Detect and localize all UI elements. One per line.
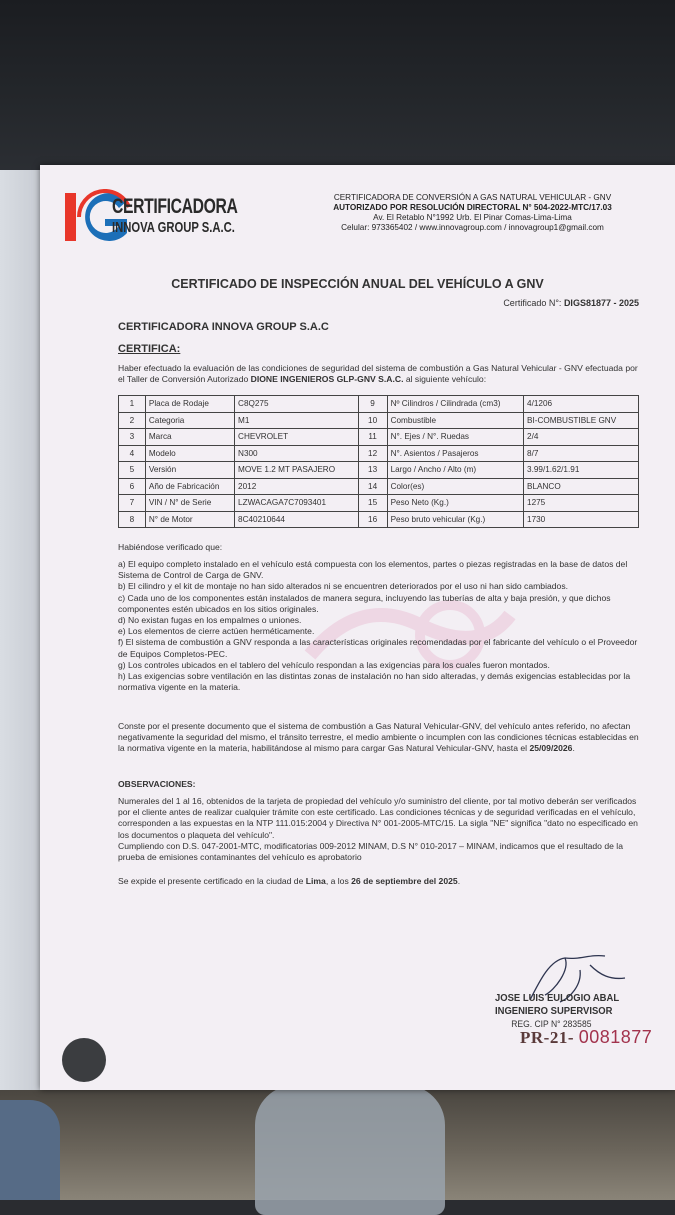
signatory-block xyxy=(495,992,619,1031)
table-row xyxy=(119,429,639,446)
table-cell: VIN / N° de Serie xyxy=(145,495,234,512)
table-cell: Categoria xyxy=(145,412,234,429)
list-item: e) Los elementos de cierre actúen herméticamente. xyxy=(118,626,315,637)
table-row xyxy=(119,462,639,479)
certifica-heading: CERTIFICA: xyxy=(118,343,181,355)
verification-list xyxy=(118,559,640,693)
table-cell: 2012 xyxy=(235,478,359,495)
conste-end: . xyxy=(572,743,575,754)
observaciones-heading: OBSERVACIONES: xyxy=(118,779,196,789)
table-cell: Marca xyxy=(145,429,234,446)
table-cell: 5 xyxy=(119,462,146,479)
table-cell: Modelo xyxy=(145,445,234,462)
issued-text-2: , a los xyxy=(325,876,352,886)
table-cell: C8Q275 xyxy=(235,396,359,413)
serial-number xyxy=(520,1027,652,1048)
table-row xyxy=(119,396,639,413)
table-cell: 13 xyxy=(358,462,387,479)
table-cell: Combustible xyxy=(387,412,523,429)
table-cell: 12 xyxy=(358,445,387,462)
observacion-paragraph: Cumpliendo con D.S. 047-2001-MTC, modificatorias 009-2012 MINAM, D.S N° 010-2017 – MINAM, indicamos que el resultado de la prueba de emisiones contaminantes del vehículo es aprobatorio xyxy=(118,840,623,863)
table-cell: BLANCO xyxy=(524,478,639,495)
background-left-object xyxy=(0,170,40,1100)
certificate-number-value: DIGS81877 - 2025 xyxy=(563,298,639,308)
table-row xyxy=(119,478,639,495)
table-cell: N° de Motor xyxy=(145,511,234,528)
table-cell: 9 xyxy=(358,396,387,413)
background-dark-surface xyxy=(0,0,675,170)
intro-taller: DIONE INGENIEROS GLP-GNV S.A.C. xyxy=(250,374,404,384)
list-item: b) El cilindro y el kit de montaje no han sido alterados ni se encuentren deteriorados por el uso ni han sido cambiados. xyxy=(118,581,569,592)
table-cell: Largo / Ancho / Alto (m) xyxy=(387,462,523,479)
table-cell: Nº Cilindros / Cilindrada (cm3) xyxy=(387,396,523,413)
table-row xyxy=(119,511,639,528)
intro-paragraph xyxy=(118,363,638,385)
table-cell: 3.99/1.62/1.91 xyxy=(524,462,639,479)
table-cell: LZWACAGA7C7093401 xyxy=(235,495,359,512)
table-cell: 2/4 xyxy=(524,429,639,446)
table-cell: Placa de Rodaje xyxy=(145,396,234,413)
table-row xyxy=(119,412,639,429)
list-item: f) El sistema de combustión a GNV responda a las características originales recomendadas por el fabricante del vehículo o el Proveedor de Equipos Completos-PEC. xyxy=(118,637,638,659)
serial-value: 0081877 xyxy=(578,1027,653,1047)
intro-text-2: al siguiente vehículo: xyxy=(403,374,487,384)
table-cell: 1275 xyxy=(524,495,639,512)
header-line-1: CERTIFICADORA DE CONVERSIÓN A GAS NATURAL VEHICULAR - GNV xyxy=(333,193,612,202)
observaciones-text xyxy=(118,796,640,863)
conste-text: Conste por el presente documento que el sistema de combustión a Gas Natural Vehicular-GNV, del vehículo antes referido, no afectan negativamente la seguridad del mismo, el tránsito terrestre, el medio ambiente o incumplen con las condiciones técnicas establecidas en la normativa vigente en la materia, habilitándose al mismo para cargar Gas Natural Vehicular-GNV, hasta el xyxy=(118,721,639,754)
certificate-document xyxy=(40,165,675,1090)
table-cell: 1730 xyxy=(524,511,639,528)
table-cell: N°. Ejes / N°. Ruedas xyxy=(387,429,523,446)
table-cell: 2 xyxy=(119,412,146,429)
list-item: g) Los controles ubicados en el tablero del vehículo respondan a las exigencias para los cuales fueron montados. xyxy=(118,659,550,670)
table-cell: 8 xyxy=(119,511,146,528)
logo-text-certificadora: CERTIFICADORA xyxy=(112,195,238,218)
issued-date: 26 de septiembre del 2025 xyxy=(351,876,458,886)
table-cell: CHEVROLET xyxy=(235,429,359,446)
table-cell: Peso Neto (Kg.) xyxy=(387,495,523,512)
certificate-number xyxy=(503,298,639,308)
header-line-4: Celular: 973365402 / www.innovagroup.com / innovagroup1@gmail.com xyxy=(341,223,604,232)
list-item: c) Cada uno de los componentes están instalados de manera segura, incluyendo las tuberías de alta y baja presión, y que dichos componentes estén ubicados en los sitios originales. xyxy=(118,592,611,614)
table-cell: BI-COMBUSTIBLE GNV xyxy=(524,412,639,429)
header-line-2: AUTORIZADO POR RESOLUCIÓN DIRECTORAL N° 504-2022-MTC/17.03 xyxy=(333,203,612,212)
conste-paragraph xyxy=(118,721,640,755)
table-cell: M1 xyxy=(235,412,359,429)
list-item: a) El equipo completo instalado en el vehículo está compuesta con los elementos, partes o piezas registradas en la base de datos del Sistema de Control de Carga de GNV. xyxy=(118,559,628,581)
table-cell: 11 xyxy=(358,429,387,446)
table-cell: Año de Fabricación xyxy=(145,478,234,495)
table-cell: 14 xyxy=(358,478,387,495)
table-cell: 16 xyxy=(358,511,387,528)
table-cell: Versión xyxy=(145,462,234,479)
company-header xyxy=(300,193,645,233)
table-cell: N300 xyxy=(235,445,359,462)
table-cell: 8/7 xyxy=(524,445,639,462)
header-line-3: Av. El Retablo N°1992 Urb. El Pinar Comas-Lima-Lima xyxy=(373,213,572,222)
background-left-shoe xyxy=(0,1100,60,1200)
table-cell: 6 xyxy=(119,478,146,495)
list-item: h) Las exigencias sobre ventilación en las distintas zonas de instalación no han sido alteradas, y demás exigencias establecidas por la normativa vigente en la materia. xyxy=(118,671,631,693)
issued-city: Lima xyxy=(305,876,326,886)
punch-hole xyxy=(62,1038,106,1082)
signatory-role: INGENIERO SUPERVISOR xyxy=(495,1005,613,1017)
table-cell: 3 xyxy=(119,429,146,446)
issued-text-3: . xyxy=(457,876,461,886)
table-row xyxy=(119,495,639,512)
table-cell: 15 xyxy=(358,495,387,512)
table-cell: MOVE 1.2 MT PASAJERO xyxy=(235,462,359,479)
table-cell: 4 xyxy=(119,445,146,462)
vehicle-data-table xyxy=(118,395,639,528)
valid-until-date: 25/09/2026 xyxy=(529,743,573,754)
signatory-name: JOSE LUIS EULOGIO ABAL xyxy=(495,992,620,1004)
signatory-reg: REG. CIP N° 283585 xyxy=(511,1019,592,1030)
issued-text-1: Se expide el presente certificado en la ciudad de xyxy=(118,876,306,886)
table-cell: N°. Asientos / Pasajeros xyxy=(387,445,523,462)
table-cell: 1 xyxy=(119,396,146,413)
table-cell: Peso bruto vehicular (Kg.) xyxy=(387,511,523,528)
document-title: CERTIFICADO DE INSPECCIÓN ANUAL DEL VEHÍCULO A GNV xyxy=(171,277,544,291)
serial-prefix: PR-21- xyxy=(520,1028,574,1047)
observacion-paragraph: Numerales del 1 al 16, obtenidos de la tarjeta de propiedad del vehículo y/o suministro del cliente, por tal motivo deberán ser verificados por el cliente antes de realizar cualquier trámite con este certificado. Las condiciones técnicas y de seguridad verificadas en el vehículo, corresponden a las expuestas en la NTP 111.015:2004 y Directiva N° 001-2005-MTC/15. La sigla "NE" significa "dato no especificado en los documentos o plaqueta del vehículo". xyxy=(118,796,638,840)
table-row xyxy=(119,445,639,462)
table-cell: 7 xyxy=(119,495,146,512)
list-item: d) No existan fugas en los empalmes o uniones. xyxy=(118,615,302,626)
intro-text-1: Haber efectuado la evaluación de las condiciones de seguridad del sistema de combustión a Gas Natural Vehicular - GNV efectuada por el Taller de Conversión Autorizado xyxy=(118,363,638,384)
verified-heading: Habiéndose verificado que: xyxy=(118,542,223,552)
logo-text-innova: INNOVA GROUP S.A.C. xyxy=(112,219,235,236)
table-cell: Color(es) xyxy=(387,478,523,495)
table-cell: 10 xyxy=(358,412,387,429)
issued-statement xyxy=(118,876,640,887)
background-shoe xyxy=(255,1085,445,1215)
certificate-number-label: Certificado N°: xyxy=(503,298,564,308)
table-cell: 8C40210644 xyxy=(235,511,359,528)
company-name: CERTIFICADORA INNOVA GROUP S.A.C xyxy=(118,321,329,333)
table-cell: 4/1206 xyxy=(524,396,639,413)
